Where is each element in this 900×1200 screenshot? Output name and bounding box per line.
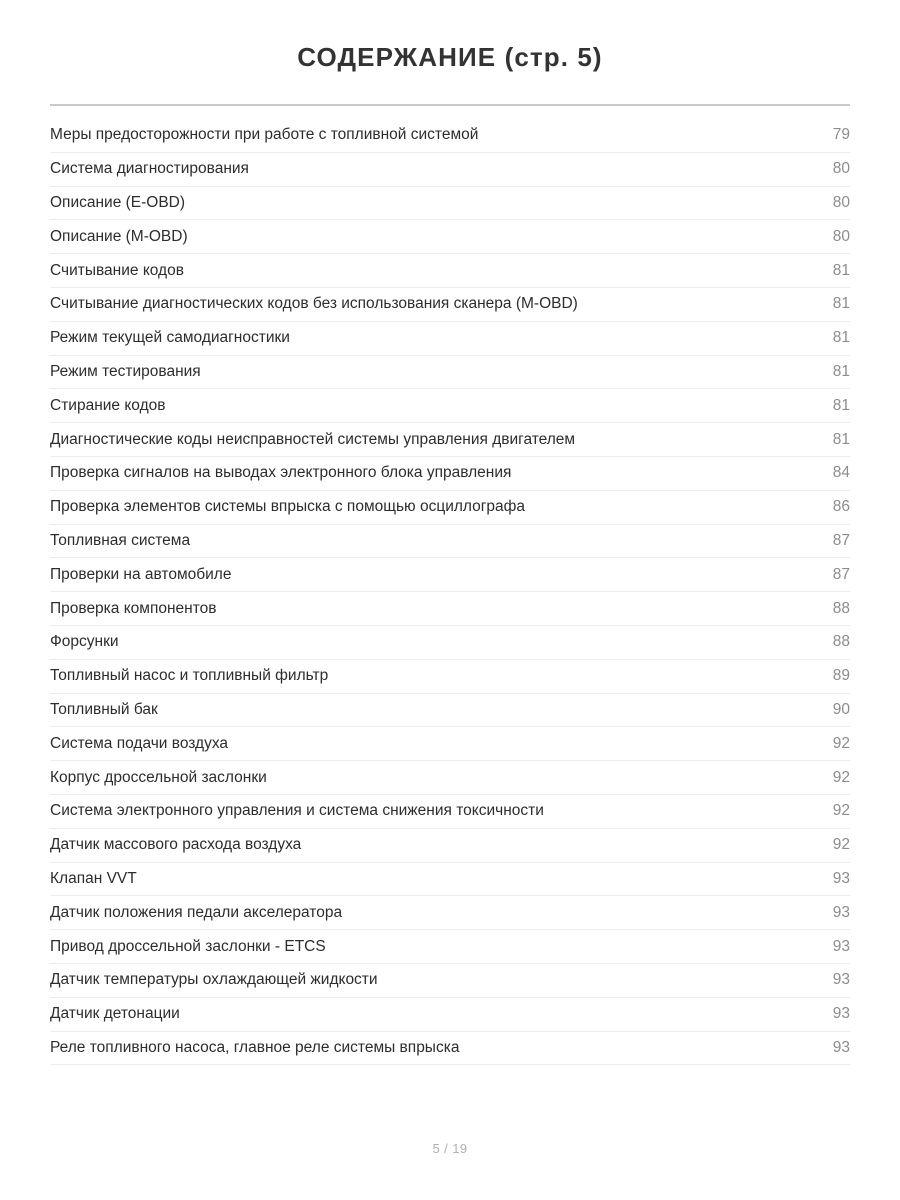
toc-entry-label: Система электронного управления и система снижения токсичности — [50, 802, 544, 820]
toc-entry-page-number: 80 — [832, 193, 850, 211]
toc-entry-row[interactable] — [50, 998, 850, 1032]
toc-entry-label: Описание (E-OBD) — [50, 193, 186, 211]
toc-entry-row[interactable] — [50, 896, 850, 930]
toc-entry-row[interactable] — [50, 356, 850, 390]
toc-entry-row[interactable] — [50, 525, 850, 559]
page-title: СОДЕРЖАНИЕ (стр. 5) — [297, 42, 603, 72]
table-of-contents-list — [0, 119, 900, 1065]
toc-entry-page-number: 81 — [832, 261, 850, 279]
toc-entry-label: Режим тестирования — [50, 362, 201, 380]
toc-entry-row[interactable] — [50, 187, 850, 221]
toc-entry-page-number: 92 — [832, 734, 850, 752]
toc-entry-page-number: 93 — [832, 1005, 850, 1023]
toc-entry-page-number: 93 — [832, 869, 850, 887]
toc-entry-row[interactable] — [50, 1032, 850, 1066]
toc-entry-page-number: 89 — [832, 667, 850, 685]
toc-entry-label: Топливный бак — [50, 700, 158, 718]
toc-entry-row[interactable] — [50, 558, 850, 592]
toc-entry-label: Проверка сигналов на выводах электронного блока управления — [50, 464, 512, 482]
toc-entry-label: Датчик положения педали акселератора — [50, 903, 343, 921]
toc-entry-label: Датчик массового расхода воздуха — [50, 836, 302, 854]
toc-entry-label: Корпус дроссельной заслонки — [50, 768, 267, 786]
title-divider — [50, 104, 850, 106]
toc-entry-page-number: 81 — [832, 295, 850, 313]
toc-entry-row[interactable] — [50, 727, 850, 761]
toc-entry-label: Датчик детонации — [50, 1005, 180, 1023]
toc-entry-label: Стирание кодов — [50, 396, 166, 414]
toc-entry-label: Описание (M-OBD) — [50, 227, 188, 245]
toc-entry-page-number: 92 — [832, 836, 850, 854]
toc-entry-row[interactable] — [50, 761, 850, 795]
toc-entry-page-number: 87 — [832, 531, 850, 549]
toc-entry-label: Форсунки — [50, 633, 119, 651]
toc-entry-row[interactable] — [50, 964, 850, 998]
toc-entry-row[interactable] — [50, 660, 850, 694]
toc-entry-page-number: 84 — [832, 464, 850, 482]
toc-entry-page-number: 92 — [832, 768, 850, 786]
toc-entry-label: Привод дроссельной заслонки - ETCS — [50, 937, 326, 955]
toc-entry-label: Система диагностирования — [50, 160, 249, 178]
toc-entry-row[interactable] — [50, 457, 850, 491]
toc-entry-label: Меры предосторожности при работе с топливной системой — [50, 126, 479, 144]
toc-entry-label: Топливный насос и топливный фильтр — [50, 667, 329, 685]
toc-entry-page-number: 80 — [832, 227, 850, 245]
toc-entry-label: Проверка элементов системы впрыска с помощью осциллографа — [50, 498, 526, 516]
toc-entry-page-number: 93 — [832, 903, 850, 921]
toc-entry-page-number: 86 — [832, 498, 850, 516]
toc-entry-page-number: 80 — [832, 160, 850, 178]
toc-entry-page-number: 81 — [832, 362, 850, 380]
toc-entry-row[interactable] — [50, 254, 850, 288]
toc-entry-page-number: 87 — [832, 565, 850, 583]
toc-entry-page-number: 93 — [832, 937, 850, 955]
toc-entry-row[interactable] — [50, 153, 850, 187]
toc-entry-label: Топливная система — [50, 531, 191, 549]
toc-entry-row[interactable] — [50, 930, 850, 964]
toc-entry-page-number: 93 — [832, 971, 850, 989]
toc-entry-page-number: 92 — [832, 802, 850, 820]
toc-entry-row[interactable] — [50, 119, 850, 153]
toc-entry-row[interactable] — [50, 829, 850, 863]
toc-entry-label: Проверка компонентов — [50, 599, 217, 617]
toc-entry-row[interactable] — [50, 626, 850, 660]
toc-entry-label: Диагностические коды неисправностей системы управления двигателем — [50, 430, 576, 448]
toc-entry-label: Датчик температуры охлаждающей жидкости — [50, 971, 378, 989]
toc-entry-page-number: 81 — [832, 396, 850, 414]
toc-entry-page-number: 90 — [832, 700, 850, 718]
toc-entry-label: Проверки на автомобиле — [50, 565, 232, 583]
toc-entry-label: Система подачи воздуха — [50, 734, 229, 752]
toc-entry-row[interactable] — [50, 863, 850, 897]
toc-entry-label: Считывание кодов — [50, 261, 184, 279]
toc-entry-label: Считывание диагностических кодов без использования сканера (M-OBD) — [50, 295, 578, 313]
toc-entry-row[interactable] — [50, 389, 850, 423]
toc-entry-row[interactable] — [50, 288, 850, 322]
toc-entry-page-number: 81 — [832, 430, 850, 448]
toc-entry-row[interactable] — [50, 322, 850, 356]
toc-entry-page-number: 81 — [832, 329, 850, 347]
toc-entry-row[interactable] — [50, 220, 850, 254]
toc-entry-label: Клапан VVT — [50, 869, 137, 887]
toc-entry-page-number: 88 — [832, 599, 850, 617]
toc-entry-row[interactable] — [50, 795, 850, 829]
toc-entry-row[interactable] — [50, 491, 850, 525]
toc-entry-row[interactable] — [50, 592, 850, 626]
toc-entry-row[interactable] — [50, 423, 850, 457]
toc-entry-page-number: 93 — [832, 1038, 850, 1056]
toc-entry-page-number: 79 — [832, 126, 850, 144]
page-footer: 5 / 19 — [432, 1141, 468, 1156]
toc-entry-label: Реле топливного насоса, главное реле системы впрыска — [50, 1038, 460, 1056]
toc-entry-row[interactable] — [50, 694, 850, 728]
toc-entry-page-number: 88 — [832, 633, 850, 651]
toc-entry-label: Режим текущей самодиагностики — [50, 329, 290, 347]
